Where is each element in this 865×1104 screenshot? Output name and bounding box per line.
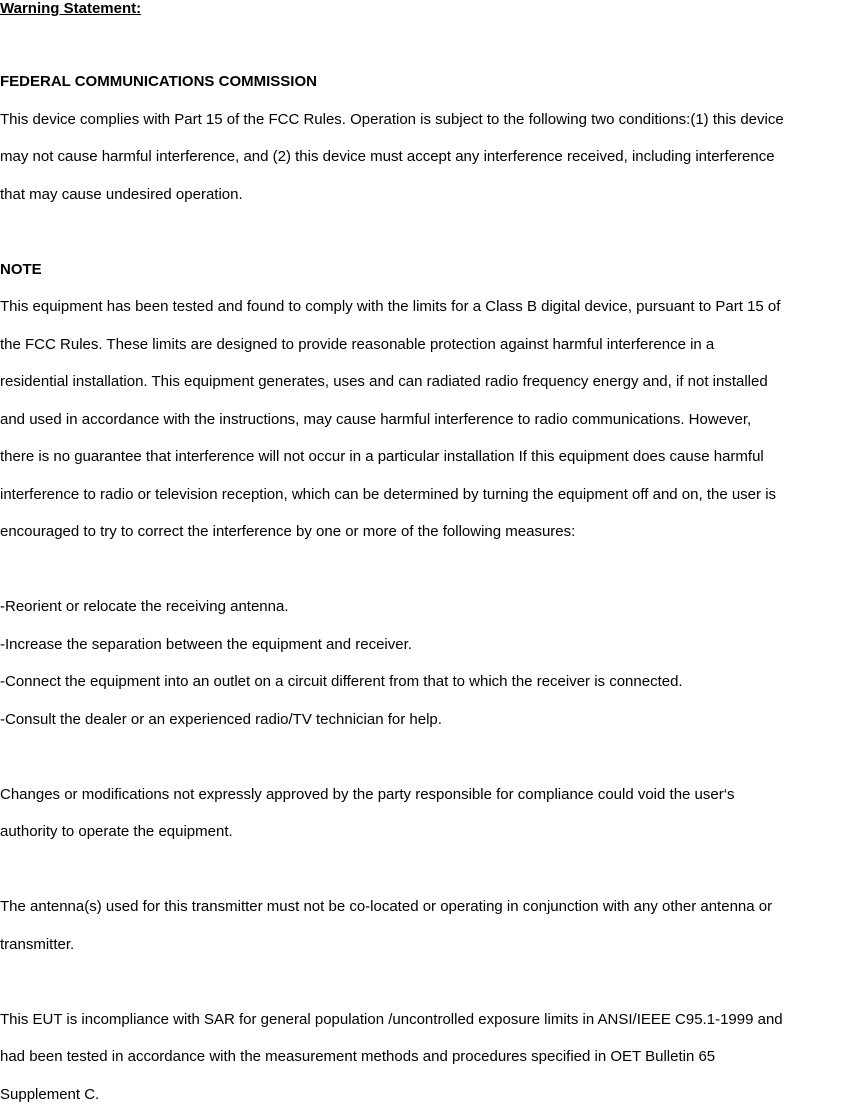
changes-paragraph-line: Changes or modifications not expressly approved by the party responsible for compliance could void the user‘s xyxy=(0,786,735,803)
note-paragraph-line: interference to radio or television reception, which can be determined by turning the equipment off and on, the user is xyxy=(0,486,777,503)
fcc-paragraph-line: that may cause undesired operation. xyxy=(0,186,243,203)
note-paragraph-line: encouraged to try to correct the interference by one or more of the following measures: xyxy=(0,523,576,540)
changes-paragraph-line: authority to operate the equipment. xyxy=(0,823,233,840)
sar-paragraph-line: had been tested in accordance with the measurement methods and procedures specified in OET Bulletin 65 xyxy=(0,1048,716,1065)
fcc-title: FEDERAL COMMUNICATIONS COMMISSION xyxy=(0,73,317,90)
measure-item: -Consult the dealer or an experienced radio/TV technician for help. xyxy=(0,711,442,728)
note-paragraph-line: residential installation. This equipment generates, uses and can radiated radio frequency energy and, if not installed xyxy=(0,373,768,390)
note-title: NOTE xyxy=(0,261,42,278)
note-paragraph-line: the FCC Rules. These limits are designed to provide reasonable protection against harmful interference in a xyxy=(0,336,715,353)
note-paragraph-line: and used in accordance with the instructions, may cause harmful interference to radio communications. However, xyxy=(0,411,752,428)
antenna-paragraph-line: transmitter. xyxy=(0,936,75,953)
sar-paragraph-line: This EUT is incompliance with SAR for general population /uncontrolled exposure limits in ANSI/IEEE C95.1-1999 and xyxy=(0,1011,783,1028)
measure-item: -Reorient or relocate the receiving antenna. xyxy=(0,598,289,615)
measure-item: -Connect the equipment into an outlet on a circuit different from that to which the receiver is connected. xyxy=(0,673,683,690)
antenna-paragraph-line: The antenna(s) used for this transmitter must not be co-located or operating in conjunction with any other antenna or xyxy=(0,898,773,915)
fcc-paragraph-line: This device complies with Part 15 of the FCC Rules. Operation is subject to the following two conditions:(1) this device xyxy=(0,111,784,128)
measure-item: -Increase the separation between the equipment and receiver. xyxy=(0,636,412,653)
sar-paragraph-line: Supplement C. xyxy=(0,1086,100,1103)
fcc-paragraph-line: may not cause harmful interference, and (2) this device must accept any interference received, including interference xyxy=(0,148,775,165)
note-paragraph-line: there is no guarantee that interference will not occur in a particular installation If this equipment does cause harmful xyxy=(0,448,764,465)
note-paragraph-line: This equipment has been tested and found to comply with the limits for a Class B digital device, pursuant to Part 15 of xyxy=(0,298,781,315)
warning-heading: Warning Statement: xyxy=(0,0,142,17)
